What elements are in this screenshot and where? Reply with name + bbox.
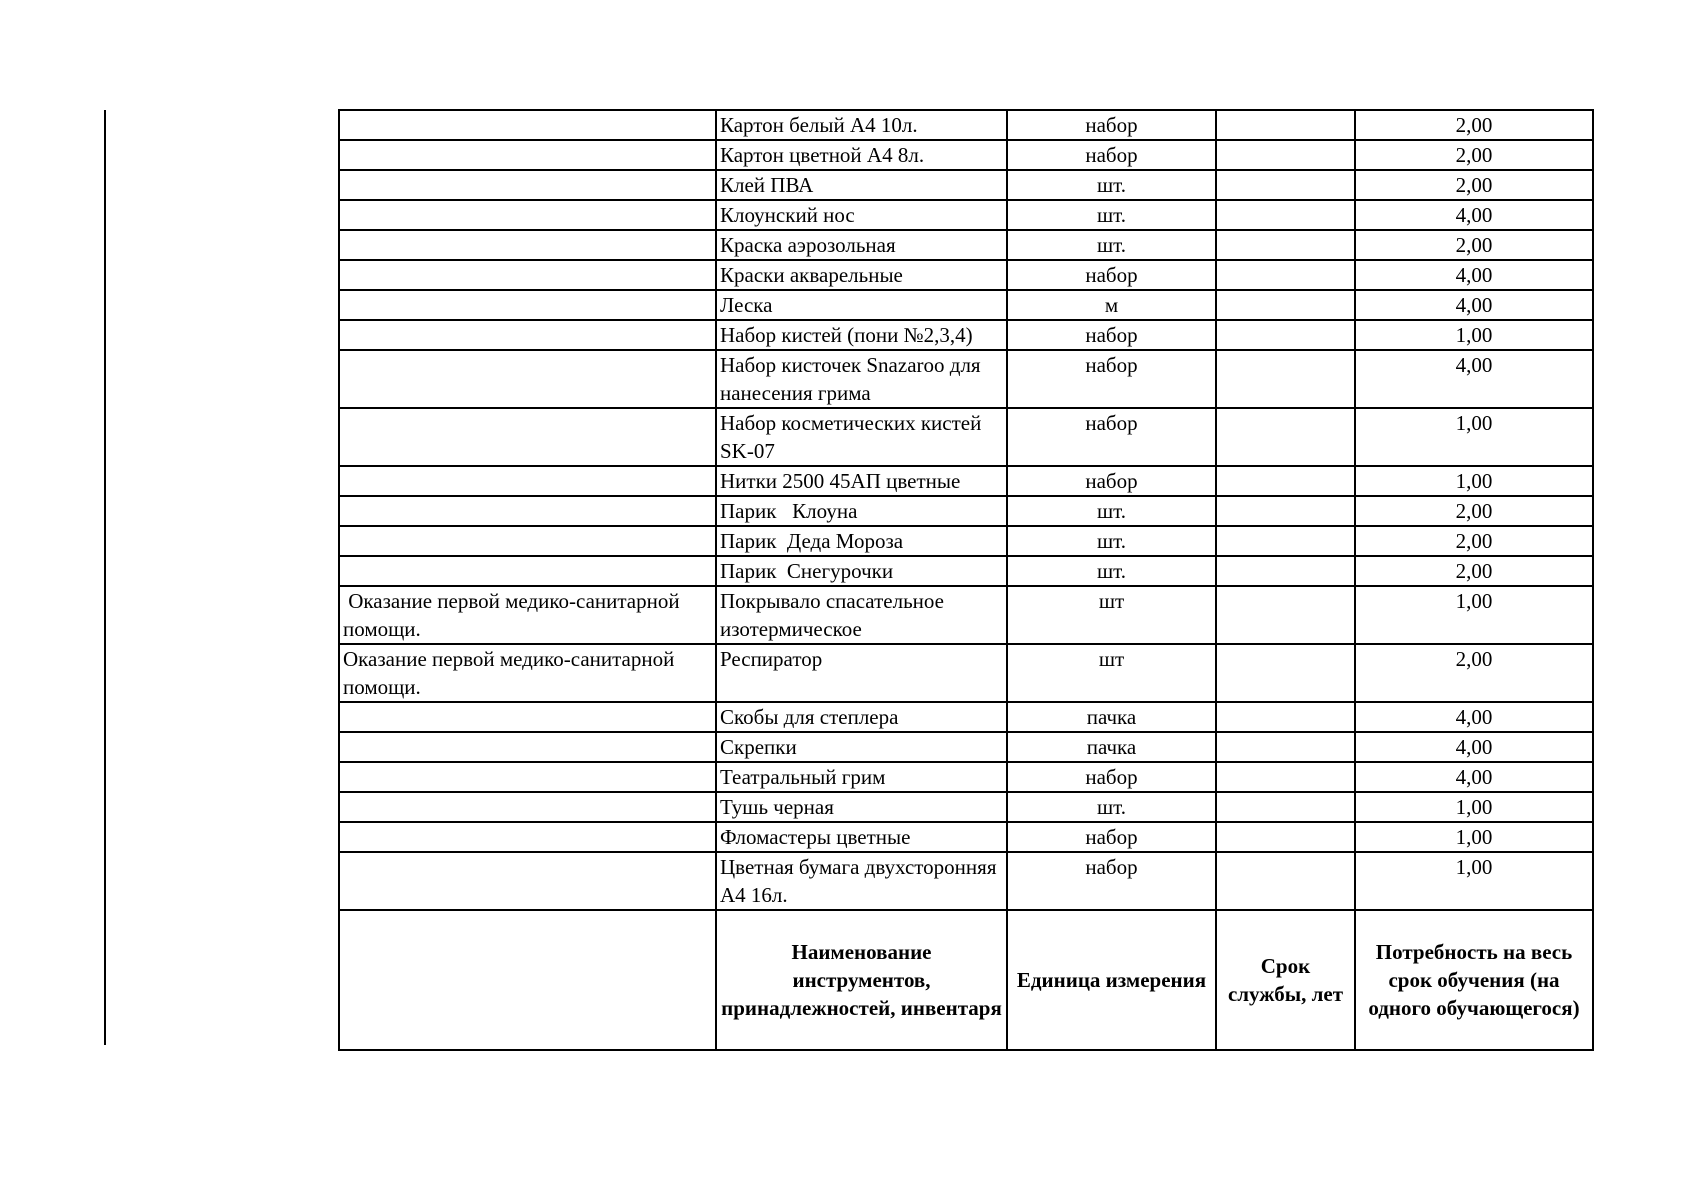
section-cell: [339, 792, 716, 822]
item-name-cell: Театральный грим: [716, 762, 1007, 792]
table-row: [339, 702, 1593, 732]
table-row: [339, 170, 1593, 200]
table-row: [339, 350, 1593, 408]
item-name-cell: Тушь черная: [716, 792, 1007, 822]
item-name-cell: Леска: [716, 290, 1007, 320]
section-cell: [339, 260, 716, 290]
unit-cell: набор: [1007, 140, 1216, 170]
section-cell: [339, 408, 716, 466]
table-row: [339, 230, 1593, 260]
service-term-cell: [1216, 408, 1355, 466]
item-name-cell: Набор косметических кистей SK-07: [716, 408, 1007, 466]
table-row: [339, 260, 1593, 290]
unit-cell: набор: [1007, 320, 1216, 350]
table-row: [339, 792, 1593, 822]
unit-cell: шт.: [1007, 170, 1216, 200]
item-name-cell: Респиратор: [716, 644, 1007, 702]
quantity-cell: 2,00: [1355, 140, 1593, 170]
item-name-cell: Картон цветной А4 8л.: [716, 140, 1007, 170]
table-row: [339, 526, 1593, 556]
service-term-cell: [1216, 320, 1355, 350]
section-cell: [339, 732, 716, 762]
quantity-cell: 4,00: [1355, 350, 1593, 408]
section-cell: [339, 320, 716, 350]
quantity-cell: 4,00: [1355, 732, 1593, 762]
service-term-cell: [1216, 852, 1355, 910]
table-row: [339, 200, 1593, 230]
header-term-cell: Срок службы, лет: [1216, 910, 1355, 1050]
section-cell: [339, 852, 716, 910]
section-cell: [339, 556, 716, 586]
service-term-cell: [1216, 200, 1355, 230]
unit-cell: шт: [1007, 586, 1216, 644]
section-cell: Оказание первой медико-санитарной помощи.: [339, 586, 716, 644]
item-name-cell: Парик Клоуна: [716, 496, 1007, 526]
table-row: [339, 644, 1593, 702]
item-name-cell: Скрепки: [716, 732, 1007, 762]
item-name-cell: Парик Снегурочки: [716, 556, 1007, 586]
service-term-cell: [1216, 792, 1355, 822]
unit-cell: пачка: [1007, 702, 1216, 732]
unit-cell: набор: [1007, 408, 1216, 466]
quantity-cell: 4,00: [1355, 260, 1593, 290]
unit-cell: шт.: [1007, 526, 1216, 556]
unit-cell: шт.: [1007, 556, 1216, 586]
margin-rule: [104, 110, 106, 1045]
header-unit-cell: Единица измерения: [1007, 910, 1216, 1050]
quantity-cell: 2,00: [1355, 496, 1593, 526]
quantity-cell: 1,00: [1355, 586, 1593, 644]
table-row: [339, 466, 1593, 496]
service-term-cell: [1216, 260, 1355, 290]
item-name-cell: Набор кисточек Snazaroo для нанесения грима: [716, 350, 1007, 408]
item-name-cell: Нитки 2500 45АП цветные: [716, 466, 1007, 496]
item-name-cell: Картон белый А4 10л.: [716, 110, 1007, 140]
table-row: [339, 586, 1593, 644]
item-name-cell: Покрывало спасательное изотермическое: [716, 586, 1007, 644]
section-cell: [339, 110, 716, 140]
header-name-cell: Наименование инструментов, принадлежностей, инвентаря: [716, 910, 1007, 1050]
header-section-cell: [339, 910, 716, 1050]
table-row: [339, 140, 1593, 170]
section-cell: [339, 290, 716, 320]
section-cell: Оказание первой медико-санитарной помощи.: [339, 644, 716, 702]
item-name-cell: Фломастеры цветные: [716, 822, 1007, 852]
unit-cell: м: [1007, 290, 1216, 320]
section-cell: [339, 140, 716, 170]
service-term-cell: [1216, 556, 1355, 586]
table-row: [339, 408, 1593, 466]
item-name-cell: Краски акварельные: [716, 260, 1007, 290]
item-name-cell: Набор кистей (пони №2,3,4): [716, 320, 1007, 350]
quantity-cell: 4,00: [1355, 762, 1593, 792]
section-cell: [339, 230, 716, 260]
quantity-cell: 1,00: [1355, 408, 1593, 466]
quantity-cell: 2,00: [1355, 556, 1593, 586]
section-cell: [339, 762, 716, 792]
quantity-cell: 2,00: [1355, 110, 1593, 140]
service-term-cell: [1216, 466, 1355, 496]
unit-cell: набор: [1007, 466, 1216, 496]
quantity-cell: 1,00: [1355, 466, 1593, 496]
section-cell: [339, 170, 716, 200]
item-name-cell: Цветная бумага двухсторонняя А4 16л.: [716, 852, 1007, 910]
table-row: [339, 732, 1593, 762]
section-cell: [339, 200, 716, 230]
service-term-cell: [1216, 170, 1355, 200]
header-quantity-cell: Потребность на весь срок обучения (на одного обучающегося): [1355, 910, 1593, 1050]
table-row: [339, 822, 1593, 852]
service-term-cell: [1216, 586, 1355, 644]
table-row: [339, 496, 1593, 526]
service-term-cell: [1216, 140, 1355, 170]
quantity-cell: 2,00: [1355, 230, 1593, 260]
unit-cell: набор: [1007, 260, 1216, 290]
table-row: [339, 320, 1593, 350]
unit-cell: шт.: [1007, 230, 1216, 260]
item-name-cell: Парик Деда Мороза: [716, 526, 1007, 556]
unit-cell: набор: [1007, 350, 1216, 408]
item-name-cell: Клоунский нос: [716, 200, 1007, 230]
table-row: [339, 852, 1593, 910]
service-term-cell: [1216, 526, 1355, 556]
section-cell: [339, 702, 716, 732]
quantity-cell: 2,00: [1355, 644, 1593, 702]
service-term-cell: [1216, 496, 1355, 526]
service-term-cell: [1216, 290, 1355, 320]
table-row: [339, 290, 1593, 320]
table-row: [339, 110, 1593, 140]
table-row: [339, 762, 1593, 792]
service-term-cell: [1216, 702, 1355, 732]
quantity-cell: 4,00: [1355, 702, 1593, 732]
quantity-cell: 1,00: [1355, 852, 1593, 910]
unit-cell: шт.: [1007, 496, 1216, 526]
item-name-cell: Клей ПВА: [716, 170, 1007, 200]
quantity-cell: 1,00: [1355, 320, 1593, 350]
unit-cell: шт.: [1007, 792, 1216, 822]
service-term-cell: [1216, 822, 1355, 852]
unit-cell: набор: [1007, 852, 1216, 910]
unit-cell: пачка: [1007, 732, 1216, 762]
header-row: [339, 910, 1593, 1050]
service-term-cell: [1216, 230, 1355, 260]
item-name-cell: Скобы для степлера: [716, 702, 1007, 732]
unit-cell: набор: [1007, 762, 1216, 792]
section-cell: [339, 526, 716, 556]
service-term-cell: [1216, 110, 1355, 140]
unit-cell: шт: [1007, 644, 1216, 702]
service-term-cell: [1216, 732, 1355, 762]
unit-cell: шт.: [1007, 200, 1216, 230]
item-name-cell: Краска аэрозольная: [716, 230, 1007, 260]
inventory-table: [338, 109, 1594, 1051]
quantity-cell: 2,00: [1355, 170, 1593, 200]
service-term-cell: [1216, 762, 1355, 792]
unit-cell: набор: [1007, 110, 1216, 140]
quantity-cell: 4,00: [1355, 290, 1593, 320]
quantity-cell: 4,00: [1355, 200, 1593, 230]
service-term-cell: [1216, 644, 1355, 702]
section-cell: [339, 466, 716, 496]
table-row: [339, 556, 1593, 586]
quantity-cell: 1,00: [1355, 822, 1593, 852]
service-term-cell: [1216, 350, 1355, 408]
section-cell: [339, 822, 716, 852]
quantity-cell: 2,00: [1355, 526, 1593, 556]
quantity-cell: 1,00: [1355, 792, 1593, 822]
section-cell: [339, 350, 716, 408]
unit-cell: набор: [1007, 822, 1216, 852]
section-cell: [339, 496, 716, 526]
